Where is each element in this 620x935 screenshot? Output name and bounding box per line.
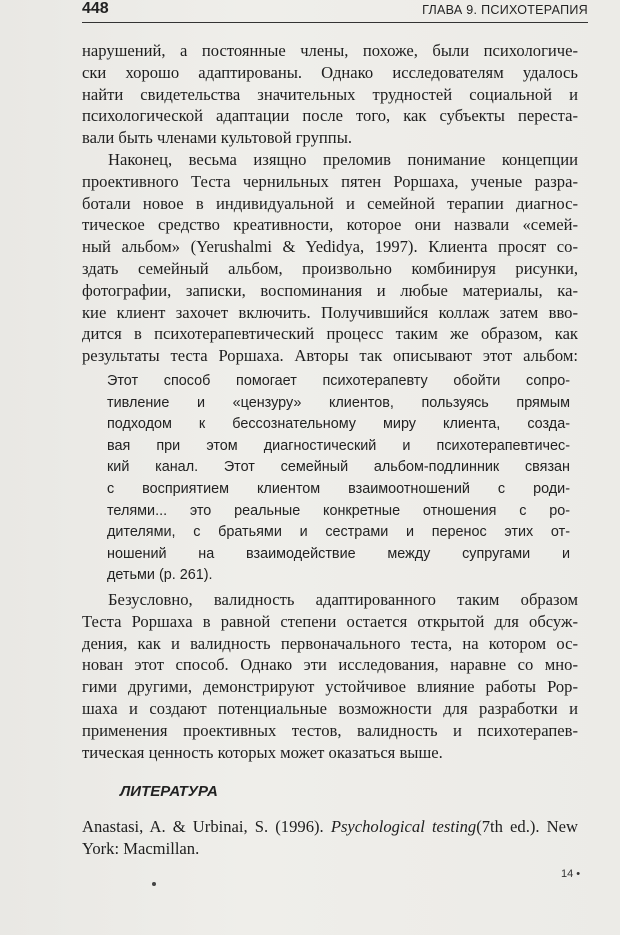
paragraph-3 — [82, 589, 578, 763]
literature-heading: ЛИТЕРАТУРА — [120, 783, 218, 800]
text-line: Теста Роршаха в равной степени остается открытой для обсуж- — [82, 611, 578, 631]
text-line: проективного Теста чернильных пятен Роршаха, ученые разра- — [82, 171, 578, 191]
text-line: дения, как и валидность первоначального теста, на котором ос- — [82, 633, 578, 653]
text-line: Безусловно, валидность адаптированного таким образом — [108, 590, 578, 609]
text-line: фотографии, записки, воспоминания и любые материалы, ка- — [82, 280, 578, 300]
text-line: нарушений, а постоянные члены, похоже, были психологиче- — [82, 41, 578, 60]
paragraph-1 — [82, 40, 578, 149]
text-line: психологической адаптации после того, как субъекты переста- — [82, 106, 578, 126]
print-dot — [152, 882, 156, 886]
text-line: тическое средство креативности, которое они назвали «семей- — [82, 215, 578, 235]
reference-entry — [82, 816, 578, 860]
reference-edition: (7th ed.). New — [476, 817, 579, 836]
block-quote — [107, 371, 570, 587]
quote-line: ношений на взаимодействие между супругами и — [107, 545, 570, 562]
text-line: применения проективных тестов, валидность и психотерапев- — [82, 720, 578, 740]
text-line: ски хорошо адаптированы. Однако исследователям удалось — [82, 62, 578, 82]
text-line: результаты теста Роршаха. Авторы так описывают этот альбом: — [82, 346, 578, 366]
reference-line — [82, 816, 578, 838]
text-line: здать семейный альбом, произвольно комбинируя рисунки, — [82, 258, 578, 278]
reference-line: York: Macmillan. — [82, 839, 200, 858]
quote-line: Этот способ помогает психотерапевту обойти сопро- — [107, 373, 570, 389]
reference-authors: Anastasi, A. & Urbinai, S. (1996). — [82, 817, 324, 836]
quote-line: с восприятием клиентом взаимоотношений с роди- — [107, 480, 570, 497]
paragraph-2 — [82, 149, 578, 367]
text-line: Наконец, весьма изящно преломив понимание концепции — [108, 150, 578, 169]
quote-line: детьми (р. 261). — [107, 567, 213, 584]
quote-line: кий канал. Этот семейный альбом-подлинник связан — [107, 459, 570, 476]
text-line: дится в психотерапевтический процесс таким же образом, как — [82, 324, 578, 344]
text-line: гими другими, демонстрируют устойчивое влияние работы Рор- — [82, 677, 578, 697]
page-header — [82, 0, 588, 23]
signature-mark: 14 • — [561, 868, 581, 880]
text-line: ботали новое в индивидуальной и семейной терапии диагнос- — [82, 193, 578, 213]
page-number: 448 — [82, 0, 109, 17]
running-head: ГЛАВА 9. ПСИХОТЕРАПИЯ — [422, 3, 588, 17]
text-line: вали быть членами культовой группы. — [82, 128, 352, 148]
reference-title: Psychological testing — [330, 817, 477, 836]
quote-line: дителями, с братьями и сестрами и перенос этих от- — [107, 524, 570, 541]
quote-line: вая при этом диагностический и психотерапевтичес- — [107, 437, 570, 454]
text-line: ный альбом» (Yerushalmi & Yedidya, 1997). Клиента просят со- — [82, 237, 578, 257]
text-line: тическая ценность которых может оказаться выше. — [82, 742, 443, 762]
quote-line: тивление и «цензуру» клиентов, пользуясь прямым — [107, 394, 570, 411]
text-line: кие клиент захочет включить. Получившийся коллаж затем вво- — [82, 302, 578, 322]
text-line: нован этот способ. Однако эти исследования, наравне со мно- — [82, 655, 578, 675]
text-line: найти свидетельства значительных трудностей социальной и — [82, 84, 578, 104]
quote-line: телями... это реальные конкретные отношения с ро- — [107, 502, 570, 519]
text-line: шаха и создают потенциальные возможности для разработки и — [82, 698, 578, 718]
quote-line: подходом к бессознательному миру клиента, созда- — [107, 416, 570, 433]
